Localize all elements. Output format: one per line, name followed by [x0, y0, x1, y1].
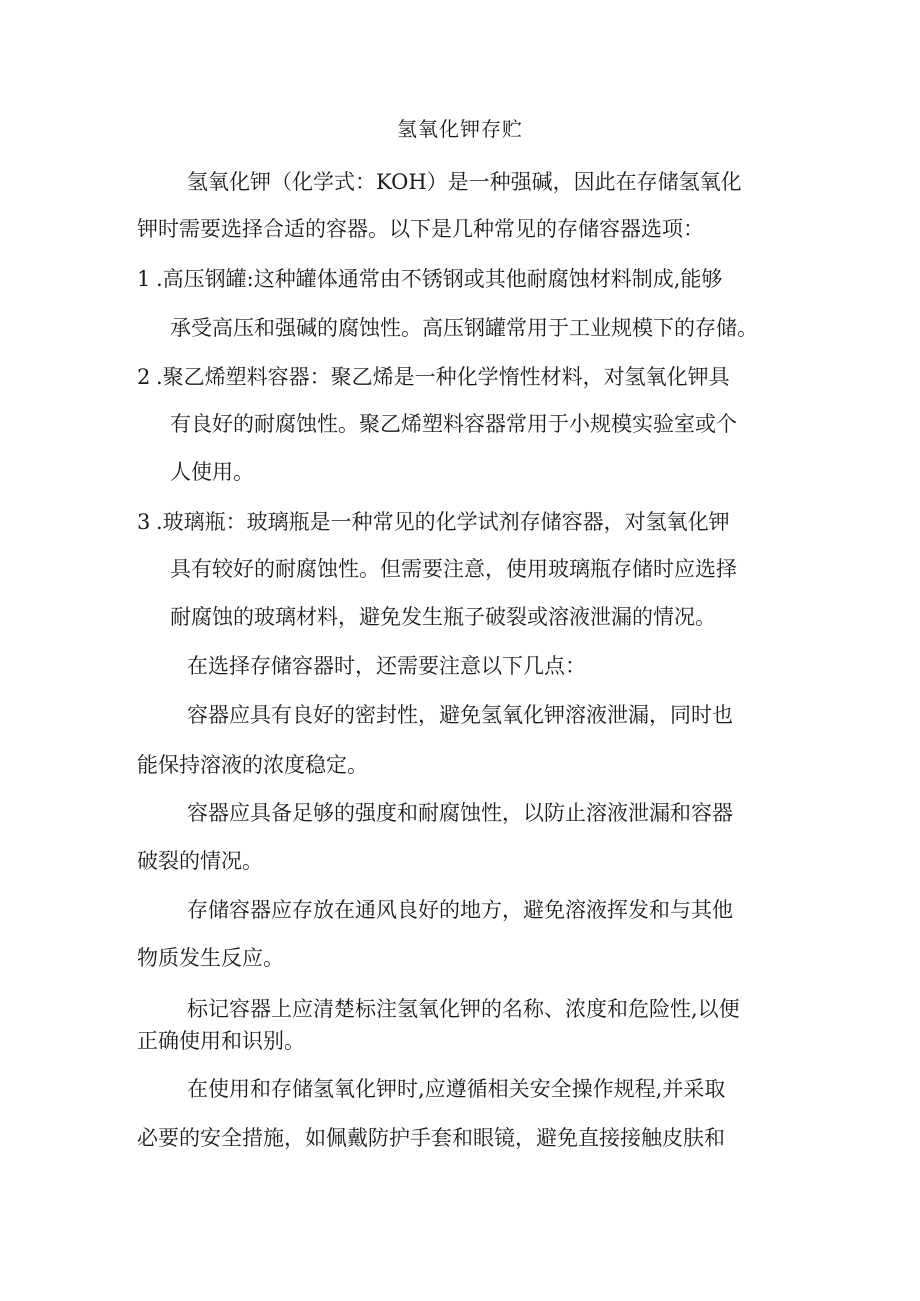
- notes-intro: 在选择存储容器时，还需要注意以下几点：: [187, 654, 586, 678]
- item-3-line-2: 具有较好的耐腐蚀性。但需要注意，使用玻璃瓶存储时应选择: [170, 557, 737, 581]
- note-2-line-2: 破裂的情况。: [137, 849, 263, 873]
- item-3-number: 3: [137, 510, 151, 534]
- note-1-line-2: 能保持溶液的浓度稳定。: [137, 753, 368, 777]
- intro-line-1: 氢氧化钾（化学式：KOH）是一种强碱，因此在存储氢氧化: [187, 170, 742, 194]
- item-3-line-3: 耐腐蚀的玻璃材料，避免发生瓶子破裂或溶液泄漏的情况。: [170, 605, 716, 629]
- item-1-line-2: 承受高压和强碱的腐蚀性。高压钢罐常用于工业规模下的存储。: [170, 316, 758, 340]
- note-4-line-1: 标记容器上应清楚标注氢氧化钾的名称、浓度和危险性,以便: [187, 997, 740, 1021]
- note-5-line-2: 必要的安全措施，如佩戴防护手套和眼镜，避免直接接触皮肤和: [137, 1126, 725, 1150]
- note-5-line-1: 在使用和存储氢氧化钾时,应遵循相关安全操作规程,并采取: [187, 1077, 726, 1101]
- note-4-line-2: 正确使用和识别。: [137, 1029, 305, 1053]
- item-3-line-1: .玻璃瓶：玻璃瓶是一种常见的化学试剂存储容器，对氢氧化钾: [156, 510, 730, 534]
- note-3-line-2: 物质发生反应。: [137, 946, 284, 970]
- intro-line-2: 钾时需要选择合适的容器。以下是几种常见的存储容器选项：: [137, 217, 704, 241]
- item-1-line-1: .高压钢罐:这种罐体通常由不锈钢或其他耐腐蚀材料制成,能够: [156, 267, 723, 291]
- item-2-line-2: 有良好的耐腐蚀性。聚乙烯塑料容器常用于小规模实验室或个: [170, 412, 737, 436]
- item-2-number: 2: [137, 365, 151, 389]
- note-2-line-1: 容器应具备足够的强度和耐腐蚀性，以防止溶液泄漏和容器: [187, 801, 733, 825]
- document-title: 氢氧化钾存贮: [397, 117, 523, 141]
- item-2-line-1: .聚乙烯塑料容器：聚乙烯是一种化学惰性材料，对氢氧化钾具: [156, 365, 730, 389]
- note-1-line-1: 容器应具有良好的密封性，避免氢氧化钾溶液泄漏，同时也: [187, 703, 733, 727]
- item-1-number: 1: [137, 267, 151, 291]
- item-2-line-3: 人使用。: [170, 460, 254, 484]
- note-3-line-1: 存储容器应存放在通风良好的地方，避免溶液挥发和与其他: [187, 898, 733, 922]
